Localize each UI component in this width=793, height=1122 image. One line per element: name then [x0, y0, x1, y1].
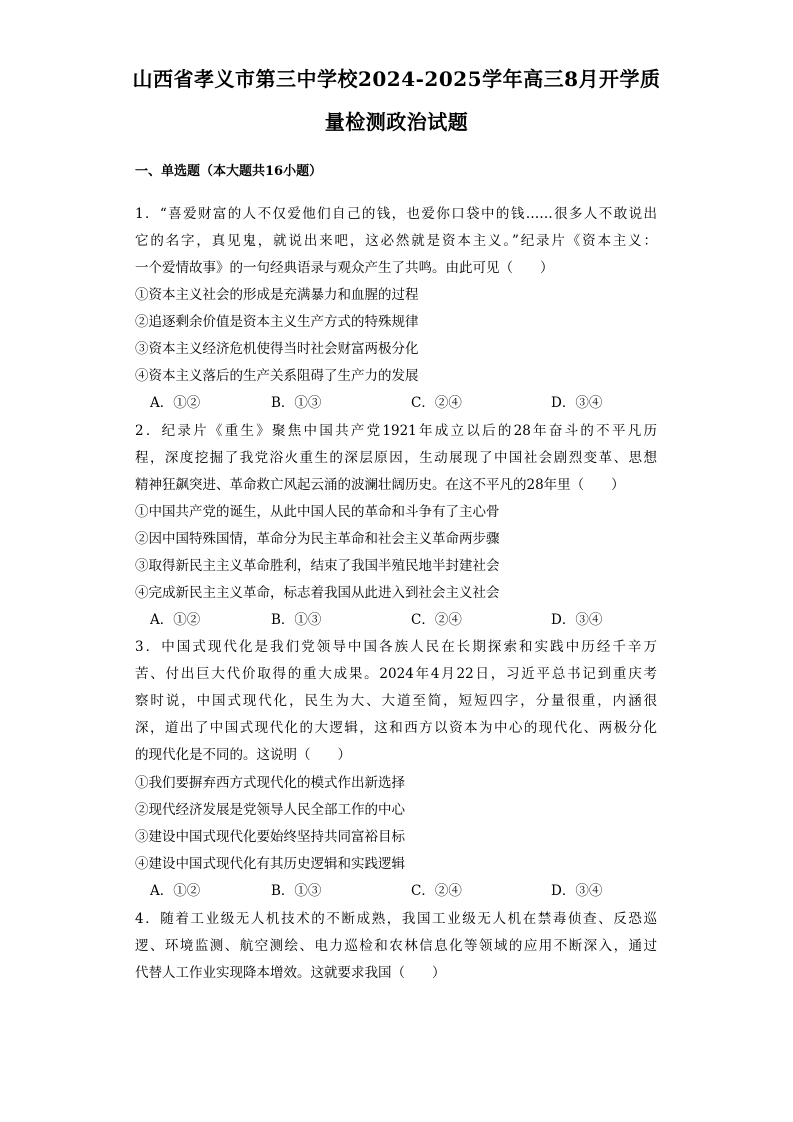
option-c[interactable]: C．②④	[411, 612, 462, 628]
option-c[interactable]: C．②④	[411, 395, 462, 411]
option-a[interactable]: A．①②	[150, 883, 201, 899]
option-d[interactable]: D．③④	[551, 395, 603, 411]
question-stem-line: 4．随着工业级无人机技术的不断成熟，我国工业级无人机在禁毒侦查、反恐巡	[135, 911, 657, 927]
question-stem-line: 精神狂飙突进、革命救亡风起云涌的波澜壮阔历史。在这不平凡的28年里（ ）	[135, 477, 625, 493]
statement-1: ①资本主义社会的形成是充满暴力和血腥的过程	[135, 287, 419, 303]
option-d[interactable]: D．③④	[551, 883, 603, 899]
statement-3: ③资本主义经济危机使得当时社会财富两极分化	[135, 341, 419, 357]
question-stem-line: 深，道出了中国式现代化的大逻辑，这和西方以资本为中心的现代化、两极分化	[135, 720, 657, 736]
option-c[interactable]: C．②④	[411, 883, 462, 899]
question-stem-line: 3．中国式现代化是我们党领导中国各族人民在长期探索和实践中历经千辛万	[135, 639, 657, 655]
statement-4: ④资本主义落后的生产关系阻碍了生产力的发展	[135, 368, 419, 384]
statement-3: ③建设中国式现代化要始终坚持共同富裕目标	[135, 829, 405, 845]
option-b[interactable]: B．①③	[271, 883, 322, 899]
question-stem-line: 2．纪录片《重生》聚焦中国共产党1921年成立以后的28年奋斗的不平凡历	[135, 423, 657, 439]
question-stem-line: 它的名字，真见鬼，就说出来吧，这必然就是资本主义。”纪录片《资本主义：	[135, 233, 657, 249]
exam-title-line-2: 量检测政治试题	[324, 110, 469, 134]
statement-3: ③取得新民主主义革命胜利，结束了我国半殖民地半封建社会	[135, 558, 500, 574]
statement-2: ②现代经济发展是党领导人民全部工作的中心	[135, 802, 405, 818]
option-d[interactable]: D．③④	[551, 612, 603, 628]
statement-2: ②追逐剩余价值是资本主义生产方式的特殊规律	[135, 314, 419, 330]
option-b[interactable]: B．①③	[271, 395, 322, 411]
question-stem-line: 程，深度挖掘了我党浴火重生的深层原因，生动展现了中国社会剧烈变革、思想	[135, 450, 657, 466]
option-b[interactable]: B．①③	[271, 612, 322, 628]
question-stem-line: 察时说，中国式现代化，民生为大、大道至简，短短四字，分量很重，内涵很	[135, 693, 657, 709]
question-stem-line: 1．“喜爱财富的人不仅爱他们自己的钱，也爱你口袋中的钱……很多人不敢说出	[135, 206, 657, 222]
question-stem-line: 的现代化是不同的。这说明（ ）	[135, 747, 351, 763]
question-stem-line: 一个爱情故事》的一句经典语录与观众产生了共鸣。由此可见（ ）	[135, 260, 554, 276]
statement-1: ①我们要摒弃西方式现代化的模式作出新选择	[135, 775, 405, 791]
section-heading: 一、单选题（本大题共16小题）	[135, 164, 323, 179]
statement-2: ②因中国特殊国情，革命分为民主革命和社会主义革命两步骤	[135, 531, 500, 547]
question-stem-line: 代替人工作业实现降本增效。这就要求我国（ ）	[135, 965, 446, 981]
option-a[interactable]: A．①②	[150, 395, 201, 411]
statement-1: ①中国共产党的诞生，从此中国人民的革命和斗争有了主心骨	[135, 504, 500, 520]
option-a[interactable]: A．①②	[150, 612, 201, 628]
statement-4: ④完成新民主主义革命，标志着我国从此进入到社会主义社会	[135, 585, 500, 601]
exam-title-line-1: 山西省孝义市第三中学校2024-2025学年高三8月开学质	[132, 67, 661, 91]
question-stem-line: 逻、环境监测、航空测绘、电力巡检和农林信息化等领域的应用不断深入，通过	[135, 938, 657, 954]
statement-4: ④建设中国式现代化有其历史逻辑和实践逻辑	[135, 856, 405, 872]
question-stem-line: 苦、付出巨大代价取得的重大成果。2024年4月22日，习近平总书记到重庆考	[135, 666, 657, 682]
